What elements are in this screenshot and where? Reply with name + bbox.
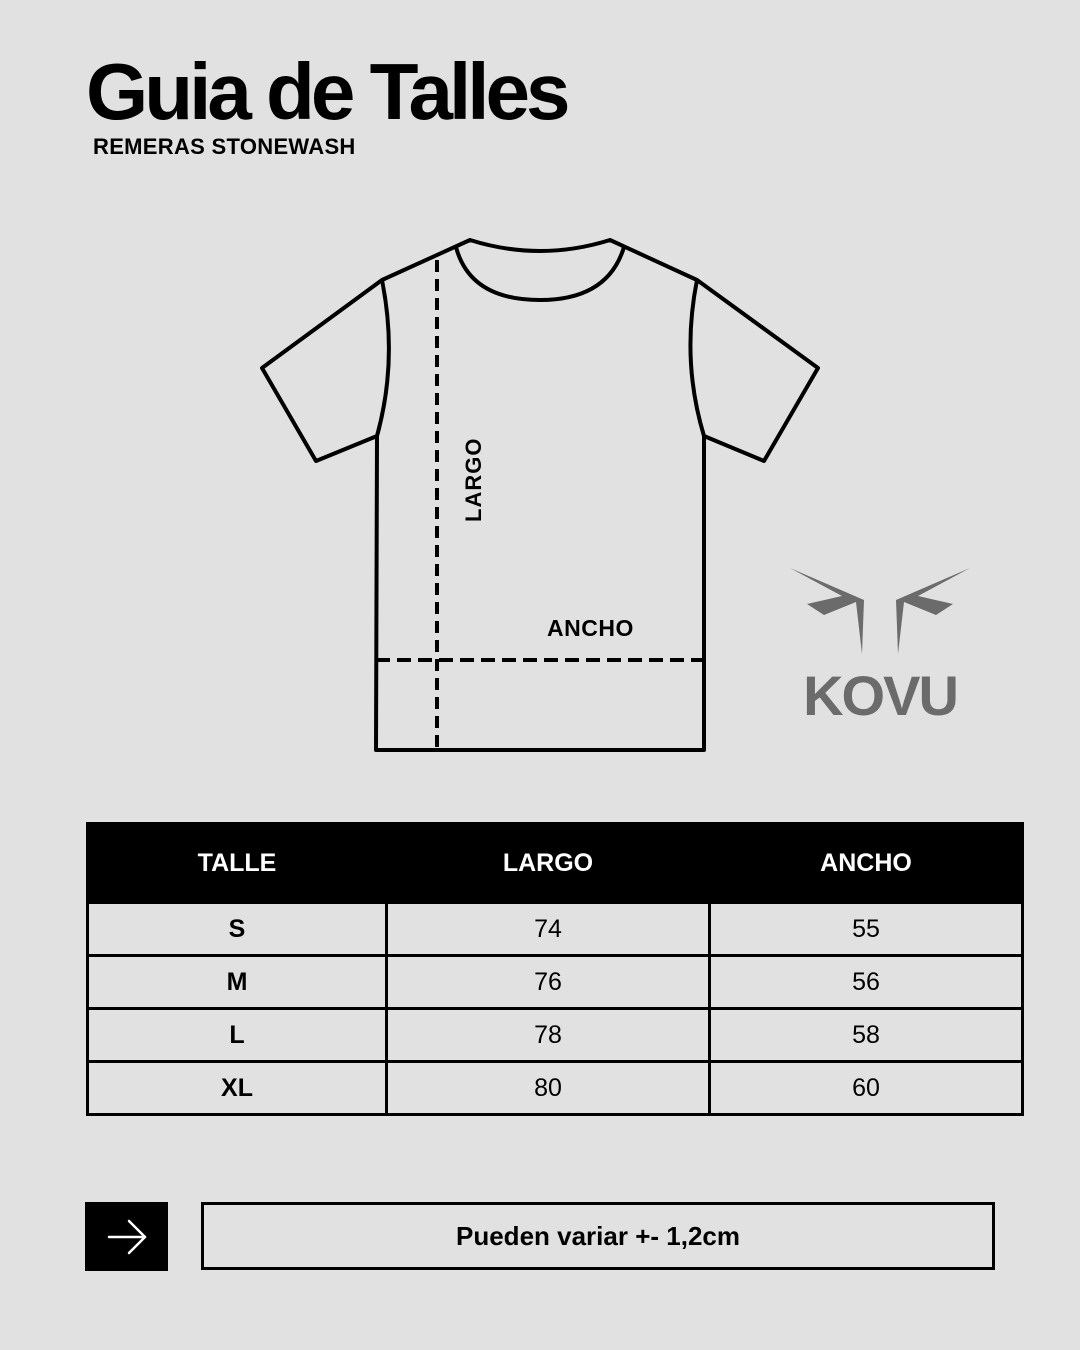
- largo-cell: 78: [387, 1009, 710, 1062]
- table-row: [88, 956, 1023, 1009]
- kovu-logo: [780, 560, 980, 730]
- variation-note: Pueden variar +- 1,2cm: [201, 1202, 995, 1270]
- kovu-eyes-logo-icon: [790, 568, 970, 654]
- page-subtitle: REMERAS STONEWASH: [93, 134, 356, 159]
- ancho-cell: 56: [710, 956, 1023, 1009]
- arrow-right-icon: [105, 1217, 149, 1257]
- ancho-label: ANCHO: [547, 615, 634, 641]
- size-cell: XL: [88, 1062, 387, 1115]
- size-table: [86, 822, 1024, 1116]
- size-cell: L: [88, 1009, 387, 1062]
- table-row: [88, 903, 1023, 956]
- arrow-button: [85, 1202, 168, 1271]
- largo-cell: 74: [387, 903, 710, 956]
- page-title: Guia de Talles: [86, 47, 567, 136]
- largo-label: LARGO: [461, 437, 486, 522]
- ancho-cell: 55: [710, 903, 1023, 956]
- header-talle: TALLE: [88, 824, 387, 903]
- header-largo: LARGO: [387, 824, 710, 903]
- largo-cell: 80: [387, 1062, 710, 1115]
- brand-name: KOVU: [803, 664, 957, 727]
- ancho-cell: 58: [710, 1009, 1023, 1062]
- table-row: [88, 1062, 1023, 1115]
- largo-cell: 76: [387, 956, 710, 1009]
- table-row: [88, 1009, 1023, 1062]
- size-cell: M: [88, 956, 387, 1009]
- ancho-cell: 60: [710, 1062, 1023, 1115]
- header-ancho: ANCHO: [710, 824, 1023, 903]
- tshirt-outline: [262, 240, 818, 750]
- table-header-row: [88, 824, 1023, 903]
- tshirt-collar: [456, 247, 624, 300]
- size-cell: S: [88, 903, 387, 956]
